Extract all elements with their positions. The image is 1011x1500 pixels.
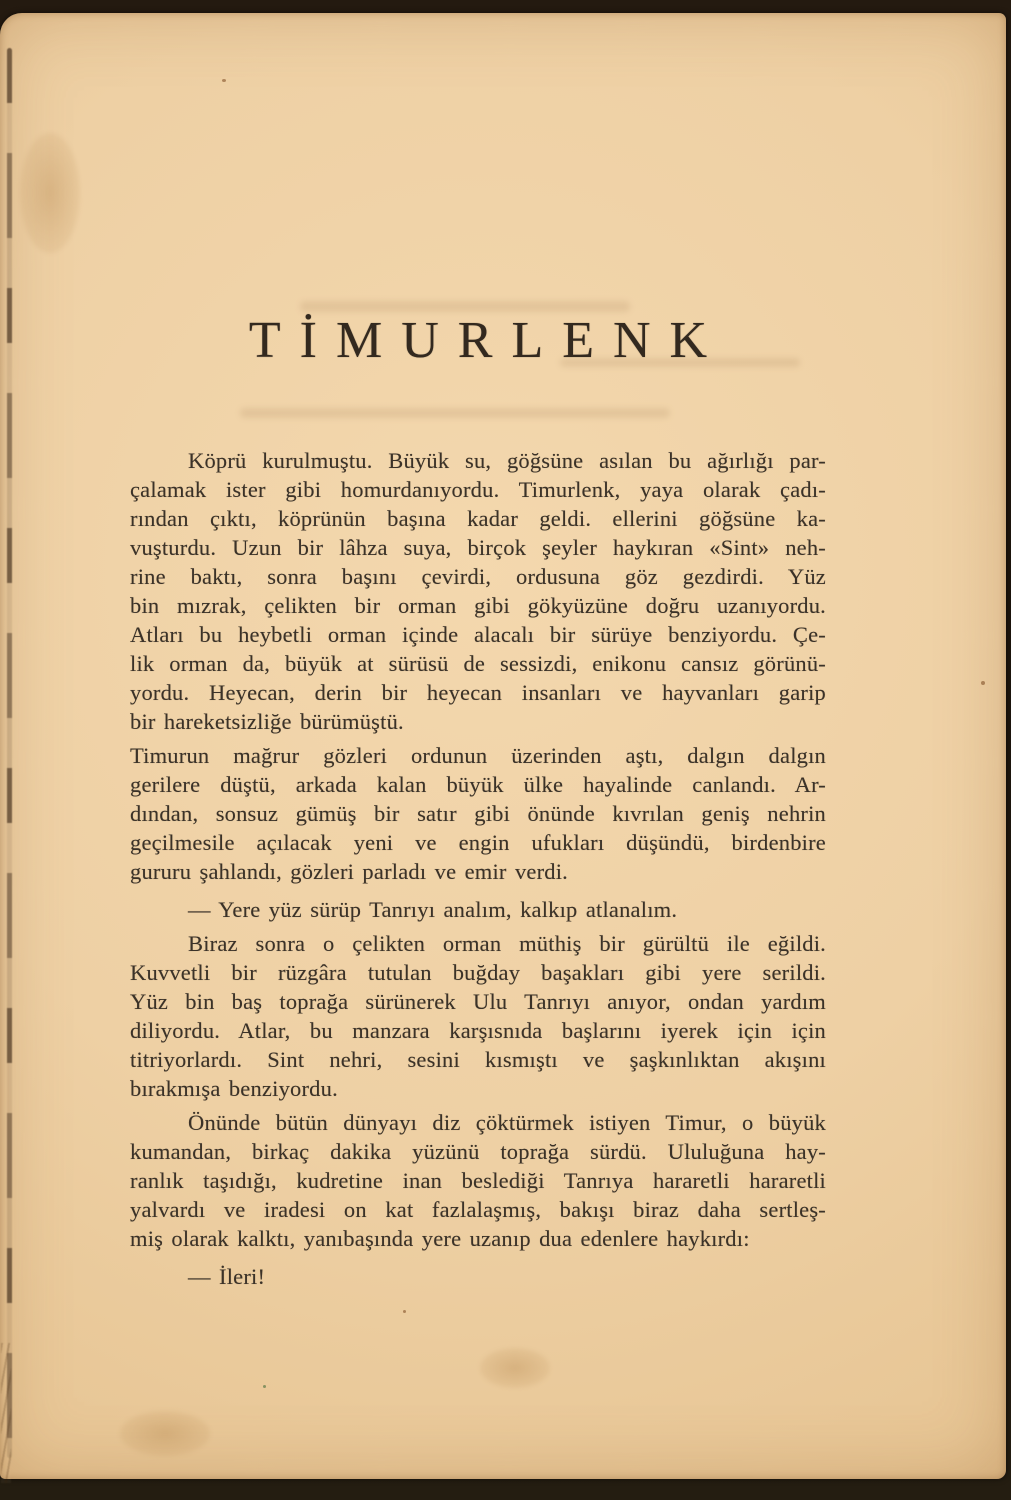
binding-edge-line <box>7 48 12 1458</box>
paper-speck <box>222 79 226 82</box>
text-line: ranlık taşıdığı, kudretine inan beslediği Tanrıya hararetli hararetli <box>130 1168 826 1193</box>
body-paragraph <box>130 1108 826 1253</box>
text-line: rından çıktı, köprünün başına kadar geldi. ellerini göğsüne ka- <box>130 506 826 531</box>
text-line: Köprü kurulmuştu. Büyük su, göğsüne asılan bu ağırlığı par- <box>188 448 826 473</box>
paper-speck <box>263 1385 266 1388</box>
dialogue-paragraph <box>130 1262 826 1291</box>
text-line: yalvardı ve iradesi on kat fazlalaşmış, bakışı biraz daha sertleş- <box>130 1197 826 1222</box>
text-line: Biraz sonra o çelikten orman müthiş bir gürültü ile eğildi. <box>188 931 826 956</box>
body-paragraph <box>130 929 826 1103</box>
text-line: kumandan, birkaç dakika yüzünü toprağa sürdü. Ululuğuna hay- <box>130 1139 826 1164</box>
text-line: miş olarak kalktı, yanıbaşında yere uzanıp dua edenlere haykırdı: <box>130 1226 750 1251</box>
text-line: gerilere düştü, arkada kalan büyük ülke hayalinde canlandı. Ar- <box>130 772 826 797</box>
text-line: titriyorlardı. Sint nehri, sesini kısmıştı ve şaşkınlıktan akışını <box>130 1047 826 1072</box>
text-line: Yüz bin baş toprağa sürünerek Ulu Tanrıyı anıyor, ondan yardım <box>130 989 826 1014</box>
body-text <box>130 446 826 1294</box>
paper-speck <box>981 681 985 685</box>
body-paragraph <box>130 446 826 736</box>
paper-stain <box>480 1348 550 1388</box>
text-line: lik orman da, büyük at sürüsü de sessizdi, enikonu cansız görünü- <box>130 651 826 676</box>
text-line: rine baktı, sonra başını çevirdi, ordusuna göz gezdirdi. Yüz <box>130 564 826 589</box>
text-line: gururu şahlandı, gözleri parladı ve emir verdi. <box>130 859 569 884</box>
text-line: — İleri! <box>188 1264 266 1289</box>
text-line: yordu. Heyecan, derin bir heyecan insanları ve hayvanları garip <box>130 680 826 705</box>
text-line: bırakmışa benziyordu. <box>130 1076 338 1101</box>
text-line: Timurun mağrur gözleri ordunun üzerinden aştı, dalgın dalgın <box>130 743 826 768</box>
bleedthrough-ghost-line <box>300 301 630 312</box>
paper-stain <box>20 133 80 253</box>
text-line: diliyordu. Atlar, bu manzara karşısnıda başlarını iyerek için için <box>130 1018 826 1043</box>
text-line: geçilmesile açılacak yeni ve engin ufukları düşündü, birdenbire <box>130 830 826 855</box>
text-line: Kuvvetli bir rüzgâra tutulan buğday başakları gibi yere serildi. <box>130 960 826 985</box>
text-line: bin mızrak, çelikten bir orman gibi gökyüzüne doğru uzanıyordu. <box>130 593 826 618</box>
text-line: çalamak ister gibi homurdanıyordu. Timurlenk, yaya olarak çadı- <box>130 477 826 502</box>
text-line: bir hareketsizliğe bürümüştü. <box>130 709 404 734</box>
text-line: vuşturdu. Uzun bir lâhza suya, birçok şeyler haykıran «Sint» neh- <box>130 535 826 560</box>
dialogue-paragraph <box>130 895 826 924</box>
text-line: Önünde bütün dünyayı diz çöktürmek istiyen Timur, o büyük <box>188 1110 826 1135</box>
page-title: TİMURLENK <box>248 312 727 369</box>
text-line: — Yere yüz sürüp Tanrıyı analım, kalkıp atlanalım. <box>188 897 678 922</box>
paper-stain <box>120 1411 210 1456</box>
paper-speck <box>403 1310 406 1313</box>
text-line: dından, sonsuz gümüş bir satır gibi önünde kıvrılan geniş nehrin <box>130 801 826 826</box>
text-line: Atları bu heybetli orman içinde alacalı bir sürüye benziyordu. Çe- <box>130 622 826 647</box>
page-edge-wear <box>1 1343 11 1483</box>
body-paragraph <box>130 741 826 886</box>
book-page <box>0 13 1006 1479</box>
bleedthrough-ghost-line <box>240 408 670 418</box>
